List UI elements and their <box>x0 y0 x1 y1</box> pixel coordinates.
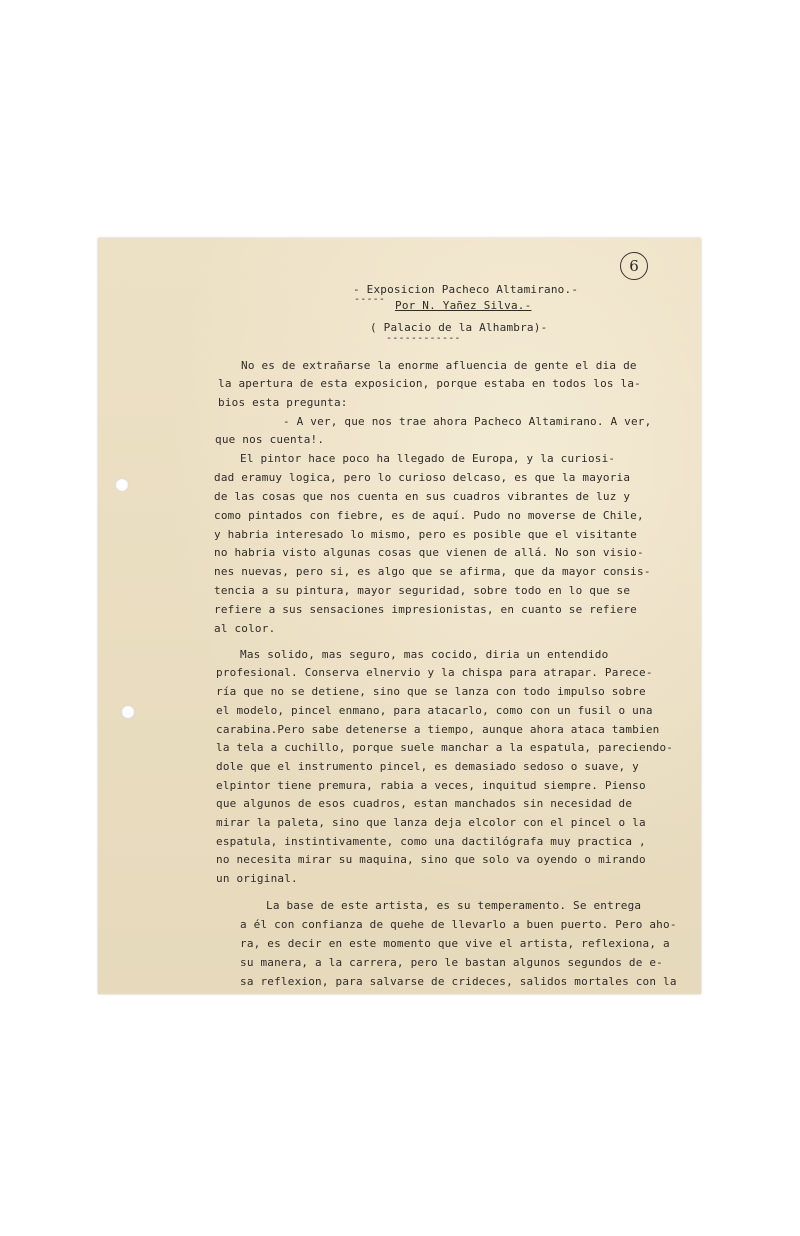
text-line: a él con confianza de quehe de llevarlo a buen puerto. Pero aho- <box>240 918 677 931</box>
text-line: un original. <box>216 872 298 885</box>
text-line: espatula, instintivamente, como una dactilógrafa muy practica , <box>216 835 646 848</box>
text-line: Mas solido, mas seguro, mas cocido, diria un entendido <box>240 648 609 661</box>
text-line: de las cosas que nos cuenta en sus cuadros vibrantes de luz y <box>214 490 631 503</box>
text-line: El pintor hace poco ha llegado de Europa, y la curiosi- <box>240 452 616 465</box>
text-line: profesional. Conserva elnervio y la chispa para atrapar. Parece- <box>216 666 653 679</box>
text-line: como pintados con fiebre, es de aquí. Pudo no moverse de Chile, <box>214 509 644 522</box>
text-line: elpintor tiene premura, rabia a veces, inquitud siempre. Pienso <box>216 779 646 792</box>
text-line: el modelo, pincel enmano, para atacarlo, como con un fusil o una <box>216 704 653 717</box>
text-line: carabina.Pero sabe detenerse a tiempo, aunque ahora ataca tambien <box>216 723 660 736</box>
punch-hole-upper <box>115 478 129 492</box>
text-line: - A ver, que nos trae ahora Pacheco Altamirano. A ver, <box>283 415 652 428</box>
text-line: No es de extrañarse la enorme afluencia de gente el dia de <box>241 359 637 372</box>
text-line: La base de este artista, es su temperamento. Se entrega <box>266 899 642 912</box>
text-line: que algunos de esos cuadros, estan manchados sin necesidad de <box>216 797 633 810</box>
text-line: nes nuevas, pero si, es algo que se afirma, que da mayor consis- <box>214 565 651 578</box>
text-line: ría que no se detiene, sino que se lanza con todo impulso sobre <box>216 685 646 698</box>
text-line: al color. <box>214 622 276 635</box>
text-line: bios esta pregunta: <box>218 396 348 409</box>
article-title: - Exposicion Pacheco Altamirano.- <box>353 283 579 296</box>
punch-hole-lower <box>121 705 135 719</box>
location-rule: ------------ <box>386 333 461 344</box>
text-line: refiere a sus sensaciones impresionistas, en cuanto se refiere <box>214 603 637 616</box>
document-page <box>98 238 701 994</box>
text-line: ra, es decir en este momento que vive el artista, reflexiona, a <box>240 937 670 950</box>
text-line: la tela a cuchillo, porque suele manchar a la espatula, pareciendo- <box>216 741 674 754</box>
title-rule: ----- <box>354 294 386 305</box>
article-author: Por N. Yañez Silva.- <box>395 299 532 312</box>
text-line: que nos cuenta!. <box>215 433 325 446</box>
text-line: tencia a su pintura, mayor seguridad, sobre todo en lo que se <box>214 584 631 597</box>
text-line: su manera, a la carrera, pero le bastan algunos segundos de e- <box>240 956 663 969</box>
text-line: dole que el instrumento pincel, es demasiado sedoso o suave, y <box>216 760 639 773</box>
page-number: 6 <box>620 252 648 280</box>
text-line: la apertura de esta exposicion, porque estaba en todos los la- <box>218 377 641 390</box>
text-line: no necesita mirar su maquina, sino que solo va oyendo o mirando <box>216 853 646 866</box>
text-line: no habria visto algunas cosas que vienen de allá. No son visio- <box>214 546 644 559</box>
article-location: ( Palacio de la Alhambra)- <box>370 321 548 334</box>
text-line: mirar la paleta, sino que lanza deja elcolor con el pincel o la <box>216 816 646 829</box>
text-line: y habria interesado lo mismo, pero es posible que el visitante <box>214 528 637 541</box>
text-line: sa reflexion, para salvarse de crideces, salidos mortales con la <box>240 975 677 988</box>
text-line: dad eramuy logica, pero lo curioso delcaso, es que la mayoria <box>214 471 631 484</box>
